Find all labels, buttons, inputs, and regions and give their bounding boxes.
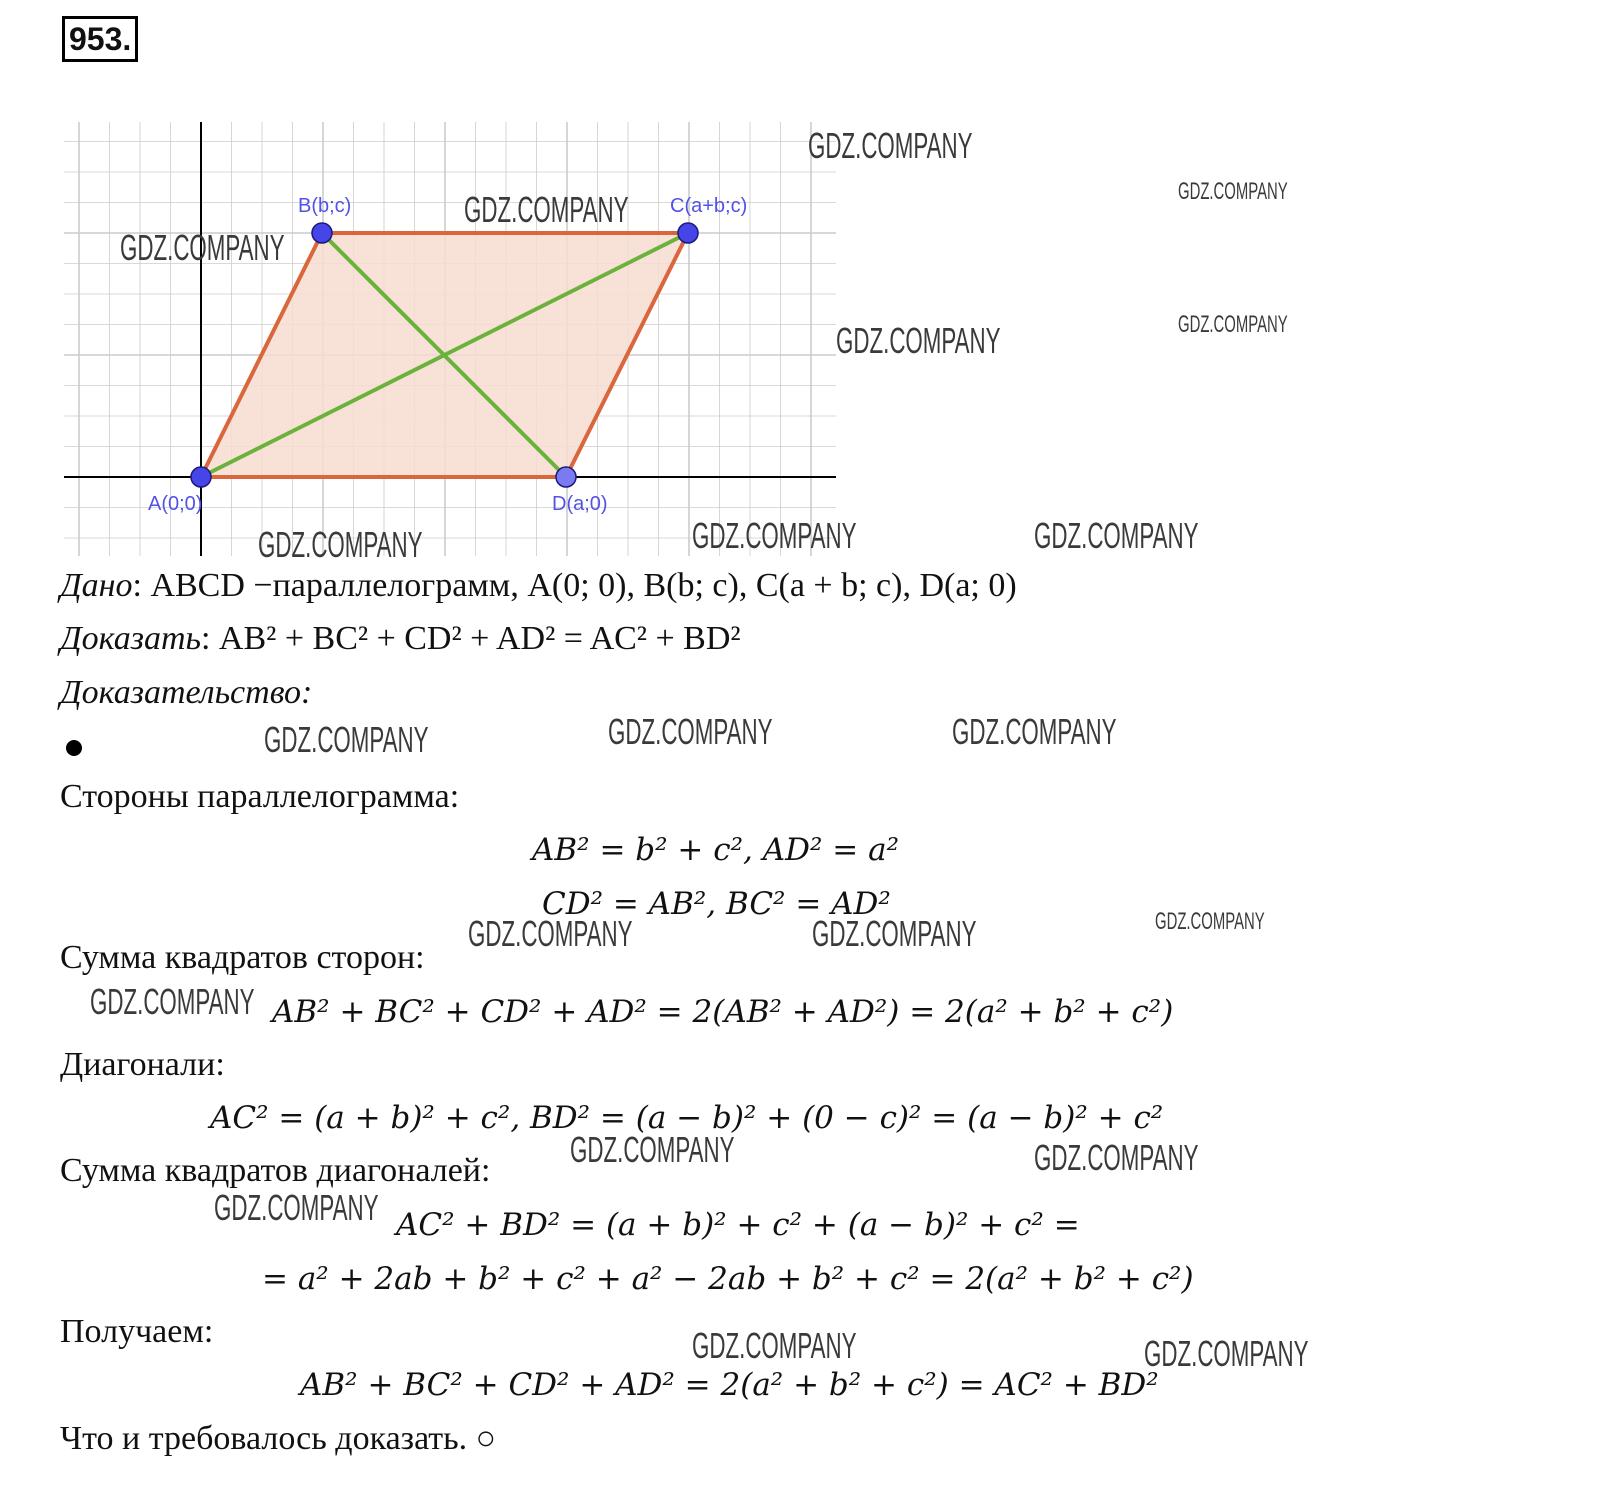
- point-b: [312, 223, 332, 243]
- problem-number: 953.: [62, 16, 138, 62]
- bullet-icon: [66, 740, 82, 756]
- watermark: GDZ.COMPANY: [1034, 1137, 1199, 1178]
- given-line: [60, 565, 1017, 607]
- sum-diag-heading: Сумма квадратов диагоналей:: [60, 1152, 491, 1189]
- point-c: [678, 223, 698, 243]
- watermark: GDZ.COMPANY: [692, 515, 857, 556]
- prove-label: Доказать: [60, 620, 201, 657]
- eq-sum-diag-1: AC² + BD² = (a + b)² + c² + (a − b)² + c² =: [396, 1207, 1080, 1243]
- diag-heading: Диагонали:: [60, 1046, 225, 1083]
- watermark: GDZ.COMPANY: [570, 1129, 735, 1170]
- watermark: GDZ.COMPANY: [608, 711, 773, 752]
- given-text: : ABCD −параллелограмм, A(0; 0), B(b; c), C(a + b; c), D(a; 0): [132, 567, 1017, 604]
- watermark: GDZ.COMPANY: [258, 524, 423, 565]
- eq-sum-diag-2: = a² + 2ab + b² + c² + a² − 2ab + b² + c² = 2(a² + b² + c²): [262, 1261, 1194, 1297]
- watermark: GDZ.COMPANY: [692, 1325, 857, 1366]
- watermark: GDZ.COMPANY: [214, 1187, 379, 1228]
- watermark: GDZ.COMPANY: [1178, 178, 1288, 205]
- watermark: GDZ.COMPANY: [812, 913, 977, 954]
- eq-sides-2: CD² = AB², BC² = AD²: [542, 886, 891, 922]
- watermark: GDZ.COMPANY: [1144, 1333, 1309, 1374]
- parallelogram-figure: [60, 120, 850, 560]
- watermark: GDZ.COMPANY: [952, 711, 1117, 752]
- given-label: Дано: [60, 567, 133, 604]
- sum-sides-heading: Сумма квадратов сторон:: [60, 939, 425, 976]
- proof-label: Доказательство:: [60, 674, 313, 711]
- watermark: GDZ.COMPANY: [808, 125, 973, 166]
- watermark: GDZ.COMPANY: [1178, 311, 1288, 338]
- eq-sides-1: AB² = b² + c², AD² = a²: [532, 832, 899, 868]
- prove-line: [60, 618, 741, 660]
- conclusion: Что и требовалось доказать. ○: [60, 1420, 497, 1457]
- label-a: A(0;0): [148, 493, 203, 515]
- label-d: D(a;0): [552, 493, 608, 515]
- watermark: GDZ.COMPANY: [1034, 515, 1199, 556]
- watermark: GDZ.COMPANY: [264, 719, 429, 760]
- watermark: GDZ.COMPANY: [836, 320, 1001, 361]
- eq-result: AB² + BC² + CD² + AD² = 2(a² + b² + c²) = AC² + BD²: [300, 1367, 1159, 1403]
- eq-sum-sides: AB² + BC² + CD² + AD² = 2(AB² + AD²) = 2(a² + b² + c²): [272, 994, 1174, 1030]
- prove-text: : AB² + BC² + CD² + AD² = AC² + BD²: [200, 620, 741, 657]
- watermark: GDZ.COMPANY: [464, 189, 629, 230]
- result-heading: Получаем:: [60, 1313, 214, 1350]
- watermark: GDZ.COMPANY: [468, 913, 633, 954]
- watermark: GDZ.COMPANY: [120, 227, 285, 268]
- sides-heading: Стороны параллелограмма:: [60, 778, 460, 815]
- point-a: [191, 467, 211, 487]
- watermark: GDZ.COMPANY: [90, 981, 255, 1022]
- label-b: B(b;c): [298, 195, 352, 217]
- point-d: [556, 467, 576, 487]
- eq-diag: AC² = (a + b)² + c², BD² = (a − b)² + (0 − c)² = (a − b)² + c²: [210, 1100, 1164, 1136]
- label-c: C(a+b;c): [670, 195, 748, 217]
- watermark: GDZ.COMPANY: [1155, 908, 1265, 935]
